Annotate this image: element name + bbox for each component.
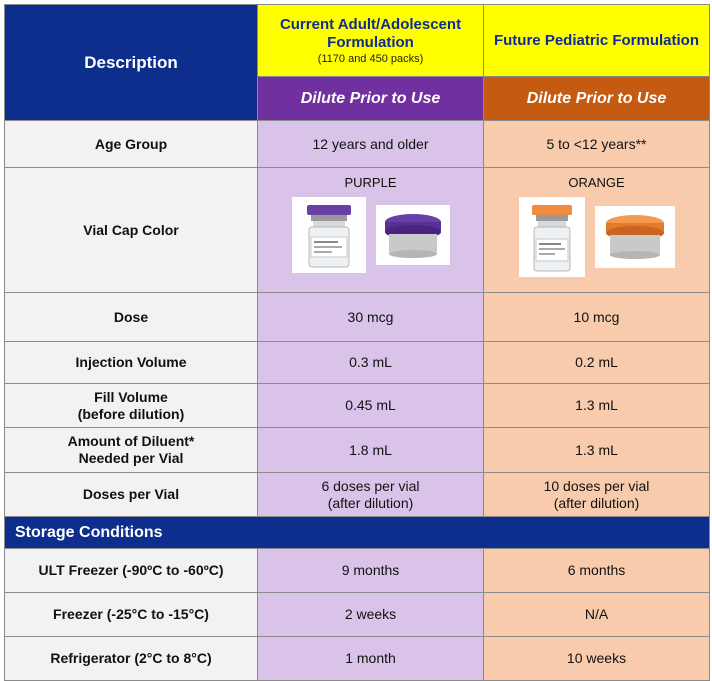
- table-row: [5, 473, 710, 517]
- doses-per-vial-current: [258, 473, 484, 517]
- ult-freezer-label: ULT Freezer (-90ºC to -60ºC): [5, 549, 258, 593]
- freezer-future: N/A: [484, 593, 710, 637]
- doses-per-vial-future-line1: 10 doses per vial: [543, 477, 650, 494]
- doses-per-vial-label: Doses per Vial: [5, 473, 258, 517]
- diluent-label: [5, 428, 258, 473]
- age-group-current: 12 years and older: [258, 121, 484, 168]
- age-group-label: Age Group: [5, 121, 258, 168]
- vial-cap-future: [484, 168, 710, 293]
- dose-future: 10 mcg: [484, 293, 710, 342]
- orange-vial-front-image: [519, 197, 585, 277]
- diluent-future: 1.3 mL: [484, 428, 710, 473]
- current-formulation-subtitle: (1170 and 450 packs): [317, 52, 424, 65]
- fill-volume-label-line2: (before dilution): [77, 405, 185, 422]
- storage-section-row: [5, 517, 710, 549]
- refrigerator-future: 10 weeks: [484, 637, 710, 681]
- table-row: [5, 593, 710, 637]
- injection-volume-future: 0.2 mL: [484, 342, 710, 384]
- diluent-label-line1: Amount of Diluent*: [67, 433, 195, 449]
- fill-volume-current: 0.45 mL: [258, 384, 484, 428]
- refrigerator-label: Refrigerator (2°C to 8°C): [5, 637, 258, 681]
- orange-vial-top-image: [595, 206, 675, 268]
- age-group-future: 5 to <12 years**: [484, 121, 710, 168]
- ult-freezer-current: 9 months: [258, 549, 484, 593]
- injection-volume-current: 0.3 mL: [258, 342, 484, 384]
- doses-per-vial-future: [484, 473, 710, 517]
- doses-per-vial-current-line1: 6 doses per vial: [321, 477, 420, 494]
- fill-volume-label: [5, 384, 258, 428]
- dose-label: Dose: [5, 293, 258, 342]
- current-dilute-banner: Dilute Prior to Use: [258, 77, 484, 121]
- purple-vial-front-image: [292, 197, 366, 273]
- vial-cap-current: [258, 168, 484, 293]
- table-row: [5, 293, 710, 342]
- freezer-label: Freezer (-25°C to -15°C): [5, 593, 258, 637]
- doses-per-vial-future-line2: (after dilution): [553, 494, 640, 511]
- freezer-current: 2 weeks: [258, 593, 484, 637]
- vial-cap-color-label: Vial Cap Color: [5, 168, 258, 293]
- fill-volume-future: 1.3 mL: [484, 384, 710, 428]
- future-formulation-header: [484, 5, 710, 77]
- refrigerator-current: 1 month: [258, 637, 484, 681]
- current-formulation-header: [258, 5, 484, 77]
- purple-vial-top-image: [376, 205, 450, 265]
- description-header: Description: [5, 5, 258, 121]
- future-formulation-title: Future Pediatric Formulation: [493, 31, 700, 49]
- future-dilute-banner: Dilute Prior to Use: [484, 77, 710, 121]
- injection-volume-label: Injection Volume: [5, 342, 258, 384]
- cap-color-orange: ORANGE: [568, 175, 625, 190]
- table-row: [5, 384, 710, 428]
- diluent-current: 1.8 mL: [258, 428, 484, 473]
- fill-volume-label-line1: Fill Volume: [94, 388, 168, 405]
- table-row: [5, 637, 710, 681]
- cap-color-purple: PURPLE: [344, 175, 397, 190]
- table-row: [5, 121, 710, 168]
- vaccine-formulation-table: [4, 4, 710, 681]
- table-row: [5, 342, 710, 384]
- current-formulation-title: Current Adult/Adolescent Formulation: [279, 15, 462, 51]
- table-row: [5, 549, 710, 593]
- diluent-label-line2: Needed per Vial: [78, 450, 184, 466]
- doses-per-vial-current-line2: (after dilution): [327, 494, 414, 511]
- table-row: [5, 428, 710, 473]
- ult-freezer-future: 6 months: [484, 549, 710, 593]
- storage-conditions-heading: Storage Conditions: [5, 517, 710, 549]
- dose-current: 30 mcg: [258, 293, 484, 342]
- table-row: [5, 168, 710, 293]
